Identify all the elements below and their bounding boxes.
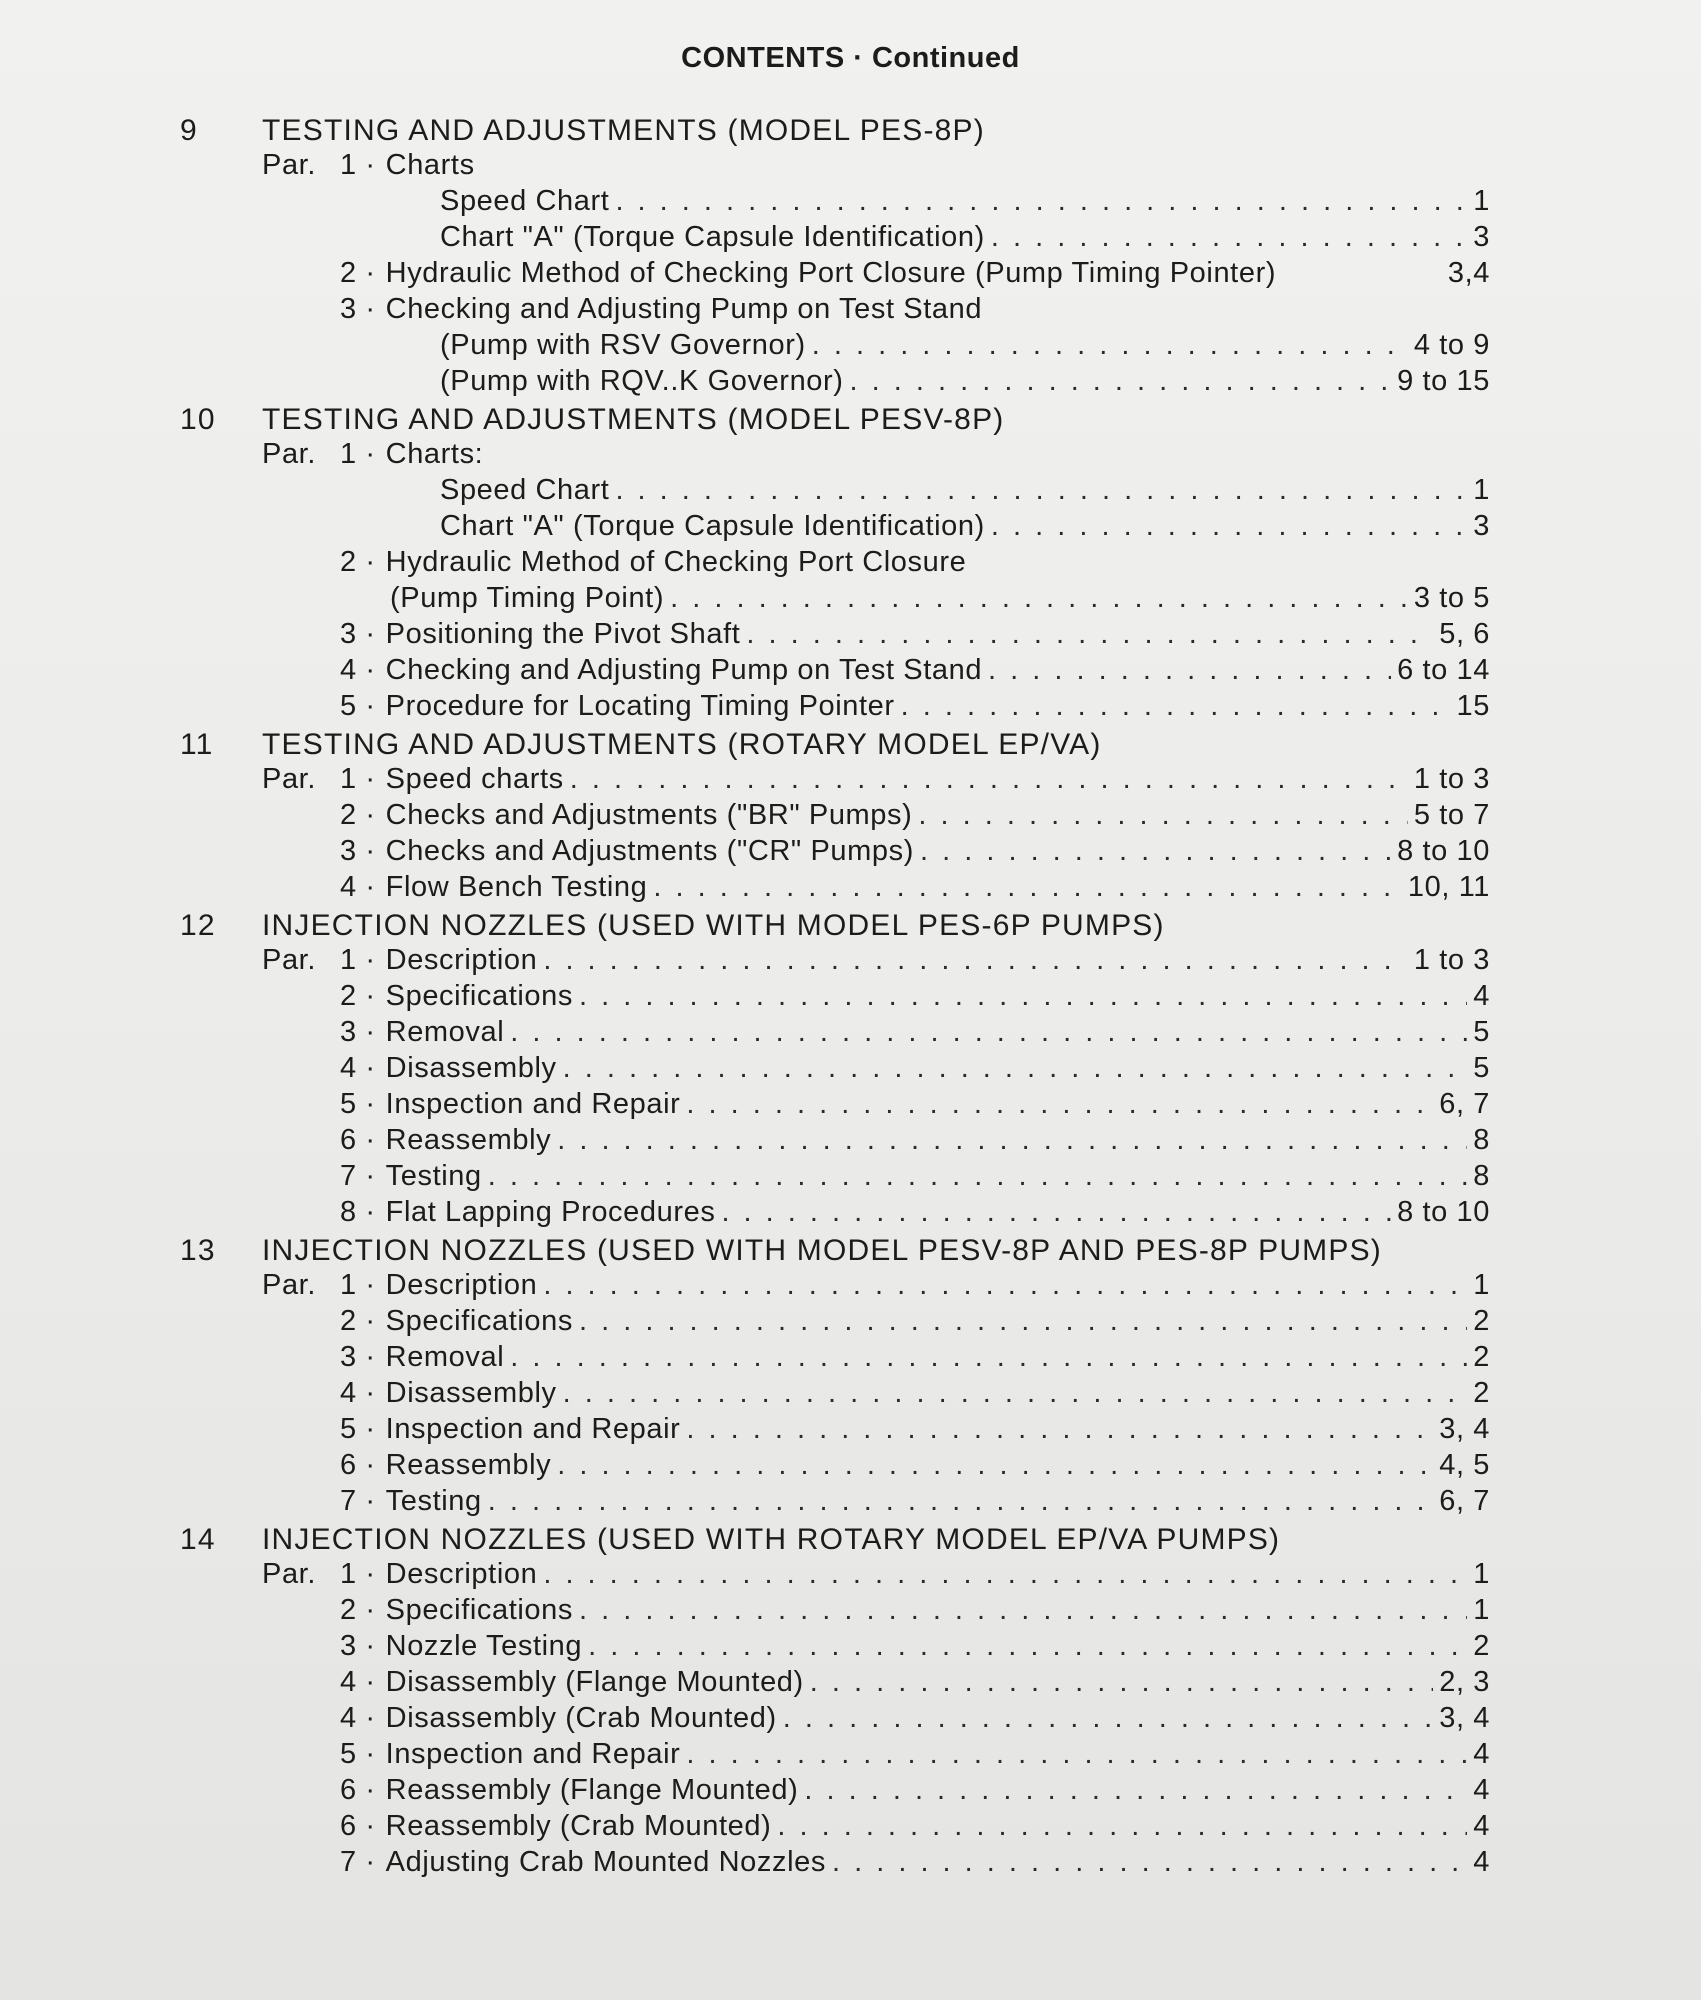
dot-leader xyxy=(832,1846,1467,1879)
toc-entry xyxy=(180,1305,1490,1341)
toc-entry xyxy=(180,1341,1490,1377)
dot-leader xyxy=(918,799,1407,832)
page-reference: 4, 5 xyxy=(1439,1449,1490,1481)
page-reference: 5 xyxy=(1473,1052,1490,1084)
section-number: 10 xyxy=(180,402,216,436)
entry-label: Charts xyxy=(385,149,475,181)
entry-label: Description xyxy=(385,1269,538,1301)
page-reference: 4 xyxy=(1473,1774,1490,1806)
entry-label: Removal xyxy=(385,1341,505,1373)
section-heading xyxy=(180,726,1490,763)
page-reference: 1 to 3 xyxy=(1413,944,1490,976)
toc-entry xyxy=(180,1738,1490,1774)
entry-label: Hydraulic Method of Checking Port Closure xyxy=(385,546,967,578)
page-reference: 2 xyxy=(1473,1630,1490,1662)
par-label: Par. xyxy=(262,944,316,976)
dot-leader xyxy=(488,1160,1468,1193)
entry-label: Specifications xyxy=(385,980,573,1012)
paragraph-number: 2 · xyxy=(340,257,376,289)
toc-entry xyxy=(180,582,1490,618)
toc-entry xyxy=(180,1377,1490,1413)
entry-label: (Pump with RQV..K Governor) xyxy=(440,365,844,397)
toc-section xyxy=(180,907,1490,1232)
dot-leader xyxy=(588,1630,1467,1663)
page-reference: 1 xyxy=(1473,1269,1490,1301)
toc-entry xyxy=(180,365,1490,401)
paragraph-number: 7 · xyxy=(340,1485,376,1517)
entry-label: Adjusting Crab Mounted Nozzles xyxy=(385,1846,826,1878)
toc-entry xyxy=(180,763,1490,799)
dot-leader xyxy=(991,221,1467,254)
page-reference: 3 to 5 xyxy=(1413,582,1490,614)
page-reference: 6, 7 xyxy=(1439,1088,1490,1120)
paragraph-number: 4 · xyxy=(340,871,376,903)
page-reference: 3 xyxy=(1473,510,1490,542)
entry-label: Checks and Adjustments ("CR" Pumps) xyxy=(385,835,914,867)
page-reference: 1 to 3 xyxy=(1413,763,1490,795)
entry-label: Description xyxy=(385,944,538,976)
paragraph-number: 4 · xyxy=(340,1666,376,1698)
paragraph-number: 3 · xyxy=(340,1016,376,1048)
toc-entry xyxy=(180,618,1490,654)
toc-entry xyxy=(180,654,1490,690)
paragraph-number: 1 · xyxy=(340,1269,376,1301)
toc-entry xyxy=(180,1269,1490,1305)
entry-label: Hydraulic Method of Checking Port Closure (Pump Timing Pointer) xyxy=(385,257,1277,289)
section-title: TESTING AND ADJUSTMENTS (MODEL PES-8P) xyxy=(262,113,985,147)
entry-label: Flat Lapping Procedures xyxy=(385,1196,716,1228)
toc-section xyxy=(180,401,1490,726)
section-heading xyxy=(180,112,1490,149)
page-reference: 4 xyxy=(1473,980,1490,1012)
entry-label: Reassembly (Crab Mounted) xyxy=(385,1810,772,1842)
toc-entry xyxy=(180,835,1490,871)
toc-entry xyxy=(180,1088,1490,1124)
toc-entry xyxy=(180,1124,1490,1160)
toc-entry xyxy=(180,1630,1490,1666)
toc-entry xyxy=(180,546,1490,582)
paragraph-number: 6 · xyxy=(340,1774,376,1806)
dot-leader xyxy=(850,365,1392,398)
dot-leader xyxy=(686,1088,1433,1121)
table-of-contents xyxy=(180,112,1490,1882)
toc-entry xyxy=(180,257,1490,293)
entry-label: (Pump with RSV Governor) xyxy=(440,329,806,361)
dot-leader xyxy=(686,1413,1433,1446)
page-reference: 1 xyxy=(1473,185,1490,217)
toc-entry xyxy=(180,1485,1490,1521)
toc-entry xyxy=(180,1594,1490,1630)
entry-label: Speed Chart xyxy=(440,474,610,506)
dot-leader xyxy=(653,871,1402,904)
toc-entry xyxy=(180,1702,1490,1738)
entry-label: Positioning the Pivot Shaft xyxy=(385,618,741,650)
entry-label: Speed Chart xyxy=(440,185,610,217)
paragraph-number: 2 · xyxy=(340,1305,376,1337)
toc-entry xyxy=(180,1774,1490,1810)
entry-label: Reassembly (Flange Mounted) xyxy=(385,1774,799,1806)
paragraph-number: 5 · xyxy=(340,1738,376,1770)
entry-label: Inspection and Repair xyxy=(385,1413,681,1445)
entry-label: Checking and Adjusting Pump on Test Stand xyxy=(385,654,983,686)
paragraph-number: 1 · xyxy=(340,149,376,181)
paragraph-number: 3 · xyxy=(340,1630,376,1662)
entry-label: Reassembly xyxy=(385,1449,552,1481)
paragraph-number: 5 · xyxy=(340,690,376,722)
section-heading xyxy=(180,1232,1490,1269)
dot-leader xyxy=(563,1377,1468,1410)
page-reference: 5 xyxy=(1473,1016,1490,1048)
toc-section xyxy=(180,1232,1490,1521)
toc-entry xyxy=(180,944,1490,980)
toc-entry xyxy=(180,980,1490,1016)
entry-label: Description xyxy=(385,1558,538,1590)
entry-label: Inspection and Repair xyxy=(385,1738,681,1770)
entry-label: Reassembly xyxy=(385,1124,552,1156)
page-reference: 15 xyxy=(1456,690,1490,722)
dot-leader xyxy=(543,944,1408,977)
page-reference: 4 xyxy=(1473,1738,1490,1770)
section-heading xyxy=(180,401,1490,438)
toc-entry xyxy=(180,1558,1490,1594)
section-heading xyxy=(180,907,1490,944)
entry-label: Specifications xyxy=(385,1305,573,1337)
toc-entry xyxy=(180,1449,1490,1485)
dot-leader xyxy=(557,1124,1467,1157)
entry-label: Disassembly xyxy=(385,1052,557,1084)
toc-entry xyxy=(180,293,1490,329)
page-reference: 4 xyxy=(1473,1810,1490,1842)
paragraph-number: 2 · xyxy=(340,980,376,1012)
section-number: 9 xyxy=(180,113,198,147)
section-heading xyxy=(180,1521,1490,1558)
toc-entry xyxy=(180,1052,1490,1088)
page-reference: 1 xyxy=(1473,474,1490,506)
dot-leader xyxy=(488,1485,1433,1518)
toc-entry xyxy=(180,1810,1490,1846)
dot-leader xyxy=(988,654,1391,687)
toc-entry xyxy=(180,221,1490,257)
page-reference: 6, 7 xyxy=(1439,1485,1490,1517)
entry-label: Procedure for Locating Timing Pointer xyxy=(385,690,895,722)
section-title: TESTING AND ADJUSTMENTS (MODEL PESV-8P) xyxy=(262,402,1005,436)
entry-label: Nozzle Testing xyxy=(385,1630,583,1662)
section-number: 13 xyxy=(180,1233,216,1267)
page-reference: 8 to 10 xyxy=(1397,1196,1490,1228)
dot-leader xyxy=(920,835,1391,868)
paragraph-number: 4 · xyxy=(340,1377,376,1409)
entry-label: Charts: xyxy=(385,438,484,470)
paragraph-number: 3 · xyxy=(340,293,376,325)
toc-entry xyxy=(180,438,1490,474)
dot-leader xyxy=(543,1269,1467,1302)
toc-entry xyxy=(180,185,1490,221)
entry-label: Speed charts xyxy=(385,763,564,795)
page-reference: 8 to 10 xyxy=(1397,835,1490,867)
paragraph-number: 3 · xyxy=(340,835,376,867)
paragraph-number: 6 · xyxy=(340,1810,376,1842)
toc-entry xyxy=(180,799,1490,835)
entry-label: Specifications xyxy=(385,1594,573,1626)
entry-label: Testing xyxy=(385,1485,482,1517)
dot-leader xyxy=(579,980,1467,1013)
paragraph-number: 1 · xyxy=(340,1558,376,1590)
toc-entry xyxy=(180,329,1490,365)
dot-leader xyxy=(991,510,1467,543)
toc-entry xyxy=(180,1846,1490,1882)
paragraph-number: 2 · xyxy=(340,799,376,831)
section-title: INJECTION NOZZLES (USED WITH ROTARY MODEL EP/VA PUMPS) xyxy=(262,1522,1281,1556)
section-title: INJECTION NOZZLES (USED WITH MODEL PESV-8P AND PES-8P PUMPS) xyxy=(262,1233,1382,1267)
dot-leader xyxy=(563,1052,1468,1085)
entry-label: Checks and Adjustments ("BR" Pumps) xyxy=(385,799,913,831)
entry-label: Testing xyxy=(385,1160,482,1192)
entry-label: Inspection and Repair xyxy=(385,1088,681,1120)
page-reference: 2 xyxy=(1473,1305,1490,1337)
paragraph-number: 4 · xyxy=(340,1702,376,1734)
page-reference: 3, 4 xyxy=(1439,1702,1490,1734)
dot-leader xyxy=(570,763,1408,796)
dot-leader xyxy=(783,1702,1433,1735)
toc-section xyxy=(180,112,1490,401)
entry-label: Chart "A" (Torque Capsule Identification) xyxy=(440,510,985,542)
par-label: Par. xyxy=(262,763,316,795)
page-reference: 8 xyxy=(1473,1124,1490,1156)
entry-label: Flow Bench Testing xyxy=(385,871,648,903)
paragraph-number: 6 · xyxy=(340,1449,376,1481)
section-title: TESTING AND ADJUSTMENTS (ROTARY MODEL EP/VA) xyxy=(262,727,1102,761)
paragraph-number: 4 · xyxy=(340,1052,376,1084)
page-reference: 3,4 xyxy=(1447,257,1490,289)
page-reference: 4 to 9 xyxy=(1413,329,1490,361)
page-title: CONTENTS · Continued xyxy=(681,42,1020,74)
entry-label: (Pump Timing Point) xyxy=(390,582,665,614)
dot-leader xyxy=(810,1666,1433,1699)
page-reference: 2 xyxy=(1473,1377,1490,1409)
toc-entry xyxy=(180,1016,1490,1052)
page-reference: 5, 6 xyxy=(1439,618,1490,650)
paragraph-number: 1 · xyxy=(340,763,376,795)
page-reference: 10, 11 xyxy=(1407,871,1490,903)
toc-entry xyxy=(180,474,1490,510)
paragraph-number: 5 · xyxy=(340,1088,376,1120)
dot-leader xyxy=(557,1449,1433,1482)
toc-section xyxy=(180,726,1490,907)
section-number: 11 xyxy=(180,727,214,761)
entry-label: Disassembly (Flange Mounted) xyxy=(385,1666,804,1698)
page-reference: 3 xyxy=(1473,221,1490,253)
page-reference: 5 to 7 xyxy=(1413,799,1490,831)
dot-leader xyxy=(579,1594,1467,1627)
paragraph-number: 2 · xyxy=(340,1594,376,1626)
page-reference: 2, 3 xyxy=(1439,1666,1490,1698)
entry-label: Checking and Adjusting Pump on Test Stand xyxy=(385,293,983,325)
dot-leader xyxy=(804,1774,1467,1807)
dot-leader xyxy=(510,1341,1467,1374)
toc-entry xyxy=(180,690,1490,726)
dot-leader xyxy=(670,582,1408,615)
dot-leader xyxy=(721,1196,1391,1229)
paragraph-number: 1 · xyxy=(340,438,376,470)
toc-entry xyxy=(180,510,1490,546)
dot-leader xyxy=(901,690,1451,723)
toc-entry xyxy=(180,1666,1490,1702)
dot-leader xyxy=(615,474,1467,507)
paragraph-number: 2 · xyxy=(340,546,376,578)
entry-label: Chart "A" (Torque Capsule Identification) xyxy=(440,221,985,253)
dot-leader xyxy=(579,1305,1467,1338)
section-title: INJECTION NOZZLES (USED WITH MODEL PES-6P PUMPS) xyxy=(262,908,1165,942)
paragraph-number: 3 · xyxy=(340,618,376,650)
page-reference: 1 xyxy=(1473,1594,1490,1626)
page-reference: 4 xyxy=(1473,1846,1490,1878)
toc-entry xyxy=(180,1160,1490,1196)
toc-entry xyxy=(180,1413,1490,1449)
dot-leader xyxy=(777,1810,1467,1843)
toc-entry xyxy=(180,871,1490,907)
dot-leader xyxy=(510,1016,1467,1049)
entry-label: Disassembly (Crab Mounted) xyxy=(385,1702,777,1734)
page-reference: 2 xyxy=(1473,1341,1490,1373)
page-reference: 9 to 15 xyxy=(1397,365,1490,397)
page-reference: 3, 4 xyxy=(1439,1413,1490,1445)
toc-section xyxy=(180,1521,1490,1882)
paragraph-number: 7 · xyxy=(340,1160,376,1192)
par-label: Par. xyxy=(262,1558,316,1590)
section-number: 12 xyxy=(180,908,216,942)
page-reference: 1 xyxy=(1473,1558,1490,1590)
entry-label: Removal xyxy=(385,1016,505,1048)
paragraph-number: 4 · xyxy=(340,654,376,686)
par-label: Par. xyxy=(262,438,316,470)
par-label: Par. xyxy=(262,1269,316,1301)
entry-label: Disassembly xyxy=(385,1377,557,1409)
paragraph-number: 3 · xyxy=(340,1341,376,1373)
dot-leader xyxy=(686,1738,1467,1771)
dot-leader xyxy=(812,329,1408,362)
paragraph-number: 1 · xyxy=(340,944,376,976)
paragraph-number: 8 · xyxy=(340,1196,376,1228)
paragraph-number: 7 · xyxy=(340,1846,376,1878)
dot-leader xyxy=(615,185,1467,218)
page-reference: 6 to 14 xyxy=(1397,654,1490,686)
page-reference: 8 xyxy=(1473,1160,1490,1192)
paragraph-number: 6 · xyxy=(340,1124,376,1156)
toc-entry xyxy=(180,149,1490,185)
dot-leader xyxy=(543,1558,1467,1591)
dot-leader xyxy=(746,618,1433,651)
toc-entry xyxy=(180,1196,1490,1232)
par-label: Par. xyxy=(262,149,316,181)
section-number: 14 xyxy=(180,1522,216,1556)
paragraph-number: 5 · xyxy=(340,1413,376,1445)
